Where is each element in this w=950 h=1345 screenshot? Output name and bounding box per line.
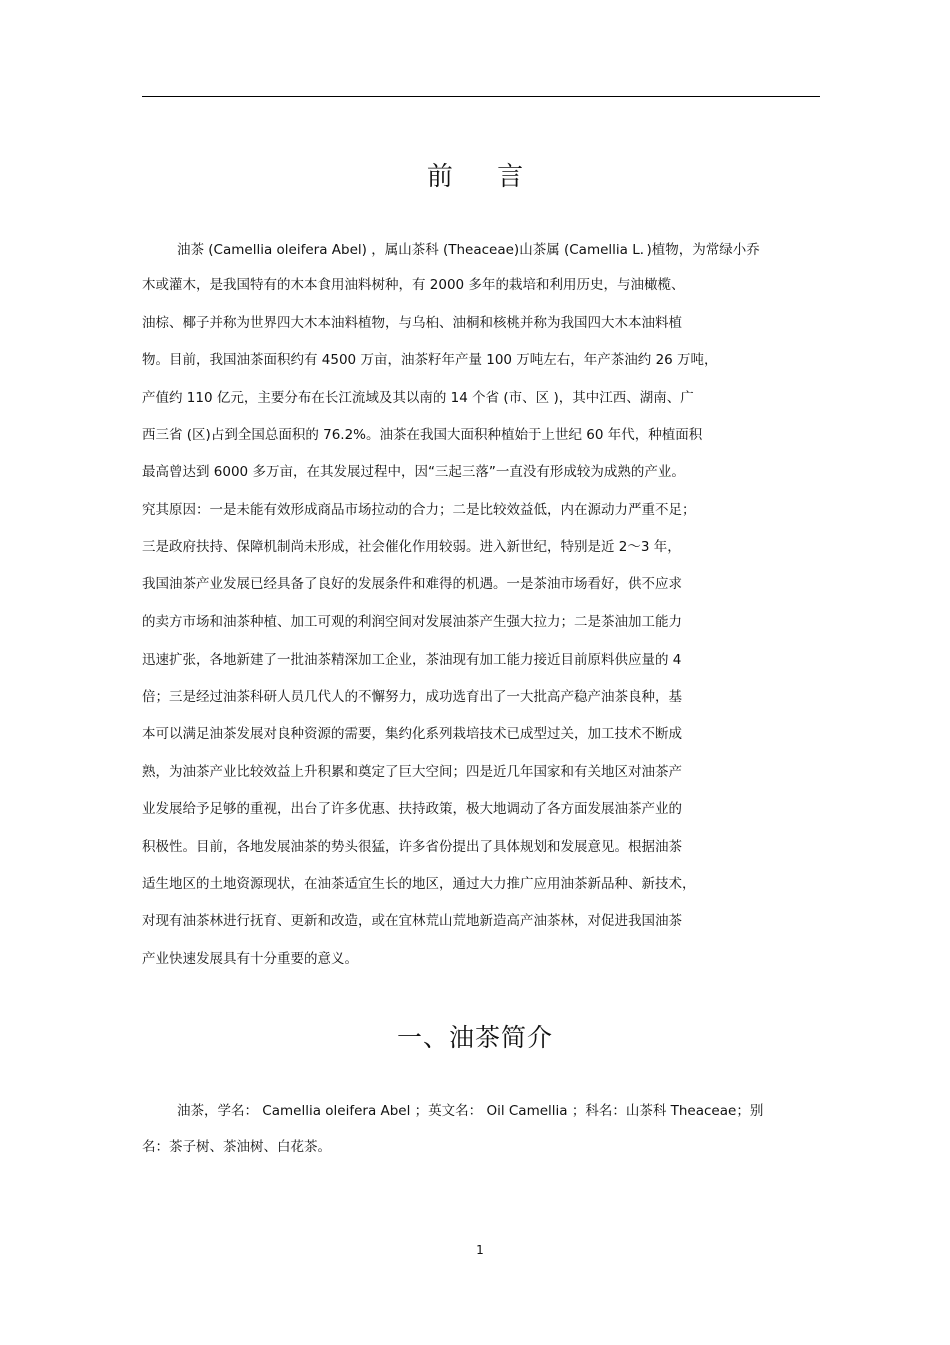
preface-line: 产值约 110 亿元，主要分布在长江流域及其以南的 14 个省 (市、区 )，其中江西、湖南、广 xyxy=(142,390,694,406)
preface-line: 本可以满足油茶发展对良种资源的需要，集约化系列栽培技术已成型过关，加工技术不断成 xyxy=(142,726,682,742)
preface-line: 业发展给予足够的重视，出台了许多优惠、扶持政策，极大地调动了各方面发展油茶产业的 xyxy=(142,801,682,817)
preface-line: 油棕、椰子并称为世界四大木本油料植物，与乌桕、油桐和核桃并称为我国四大木本油料植 xyxy=(142,315,682,331)
preface-line: 三是政府扶持、保障机制尚未形成，社会催化作用较弱。进入新世纪，特别是近 2～3 年， xyxy=(142,539,681,555)
section-title: 一、油茶简介 xyxy=(396,1023,553,1052)
preface-line: 最高曾达到 6000 多万亩，在其发展过程中，因“三起三落”一直没有形成较为成熟的产业。 xyxy=(142,464,685,480)
preface-line: 的卖方市场和油茶种植、加工可观的利润空间对发展油茶产生强大拉力；二是茶油加工能力 xyxy=(142,614,682,630)
page-number: 1 xyxy=(476,1243,484,1257)
preface-line: 西三省 (区)占到全国总面积的 76.2%。油茶在我国大面积种植始于上世纪 60 年代，种植面积 xyxy=(142,427,703,443)
preface-line: 迅速扩张，各地新建了一批油茶精深加工企业，茶油现有加工能力接近目前原料供应量的 4 xyxy=(142,652,682,668)
section-line: 油茶，学名： Camellia oleifera Abel ；英文名： Oil Camellia ；科名：山茶科 Theaceae；别 xyxy=(177,1103,764,1119)
preface-line: 物。目前，我国油茶面积约有 4500 万亩，油茶籽年产量 100 万吨左右，年产茶油约 26 万吨， xyxy=(142,352,718,368)
preface-line: 木或灌木，是我国特有的木本食用油料树种，有 2000 多年的栽培和利用历史，与油橄榄、 xyxy=(142,277,685,293)
preface-line: 积极性。目前，各地发展油茶的势头很猛，许多省份提出了具体规划和发展意见。根据油茶 xyxy=(142,839,682,855)
preface-line: 适生地区的土地资源现状，在油茶适宜生长的地区，通过大力推广应用油茶新品种、新技术， xyxy=(142,876,696,892)
section-line: 名：茶子树、茶油树、白花茶。 xyxy=(142,1139,331,1155)
preface-line: 究其原因：一是未能有效形成商品市场拉动的合力；二是比较效益低，内在源动力严重不足； xyxy=(142,502,696,518)
preface-line: 产业快速发展具有十分重要的意义。 xyxy=(142,951,358,967)
header-rule xyxy=(142,96,820,97)
preface-line: 我国油茶产业发展已经具备了良好的发展条件和难得的机遇。一是茶油市场看好，供不应求 xyxy=(142,576,682,592)
preface-line: 油茶 (Camellia oleifera Abel) ，属山茶科 (Theaceae)山茶属 (Camellia L．)植物，为常绿小乔 xyxy=(177,242,760,258)
preface-title: 前 言 xyxy=(426,162,542,192)
preface-line: 熟，为油茶产业比较效益上升积累和奠定了巨大空间；四是近几年国家和有关地区对油茶产 xyxy=(142,764,682,780)
preface-line: 对现有油茶林进行抚育、更新和改造，或在宜林荒山荒地新造高产油茶林，对促进我国油茶 xyxy=(142,913,682,929)
preface-line: 倍；三是经过油茶科研人员几代人的不懈努力，成功选育出了一大批高产稳产油茶良种，基 xyxy=(142,689,682,705)
